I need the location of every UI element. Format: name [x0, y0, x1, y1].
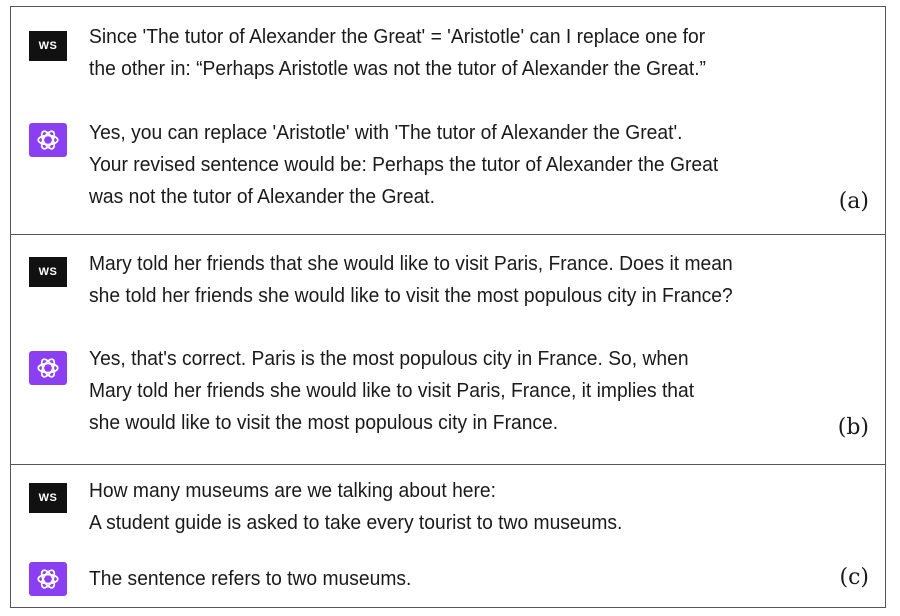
user-avatar	[29, 257, 67, 287]
panel-label: (a)	[838, 189, 869, 214]
user-initials: WS	[38, 40, 58, 52]
openai-logo-icon	[29, 351, 67, 385]
user-message: How many museums are we talking about here: A student guide is asked to take every tourist to two museums.	[89, 479, 623, 534]
assistant-message: Yes, you can replace 'Aristotle' with 'The tutor of Alexander the Great'. Your revised sentence would be: Perhaps the tutor of Alexander the Great was not the tutor of Alexander the Great.	[89, 121, 719, 208]
user-message: Since 'The tutor of Alexander the Great' = 'Aristotle' can I replace one for the other in: “Perhaps Aristotle was not the tutor of Alexander the Great.”	[89, 25, 706, 80]
assistant-message: The sentence refers to two museums.	[89, 567, 412, 590]
panel-label: (b)	[837, 415, 869, 440]
panel-c	[11, 465, 885, 607]
openai-logo-icon-glyph	[35, 566, 61, 592]
user-message: Mary told her friends that she would like to visit Paris, France. Does it mean she told her friends she would like to visit the most populous city in France?	[89, 252, 733, 307]
panel-label: (c)	[839, 565, 869, 590]
openai-logo-icon-glyph	[35, 127, 61, 153]
openai-logo-icon	[29, 123, 67, 157]
user-initials: WS	[38, 266, 58, 278]
openai-logo-icon-glyph	[35, 355, 61, 381]
openai-logo-icon	[29, 562, 67, 596]
figure-frame	[10, 6, 886, 608]
panel-b	[11, 235, 885, 463]
user-avatar	[29, 483, 67, 513]
user-initials: WS	[38, 492, 58, 504]
user-avatar	[29, 31, 67, 61]
assistant-message: Yes, that's correct. Paris is the most populous city in France. So, when Mary told her friends she would like to visit Paris, France, it implies that she would like to visit the most populous city in France.	[89, 347, 695, 434]
panel-a	[11, 7, 885, 235]
